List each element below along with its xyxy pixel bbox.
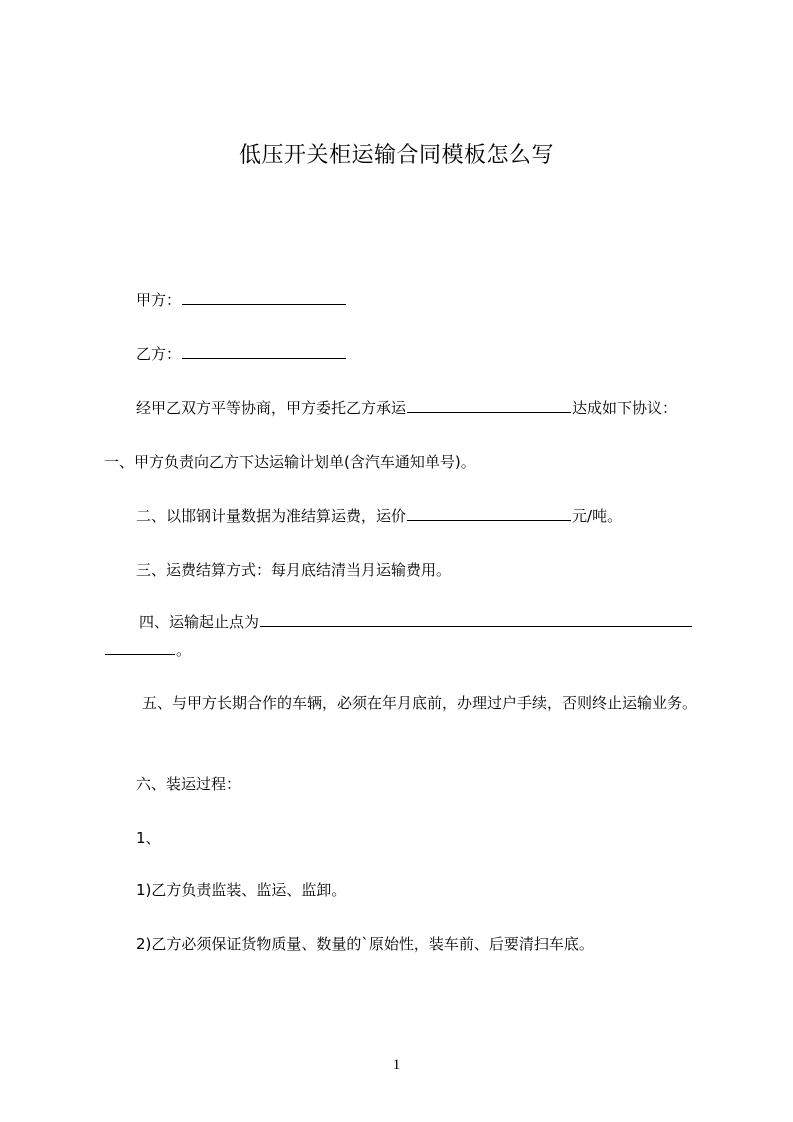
preamble-text-before: 经甲乙双方平等协商，甲方委托乙方承运 [136,399,407,417]
clause-2-text-before: 二、以邯钢计量数据为准结算运费，运价 [136,507,407,525]
clause-3: 三、运费结算方式：每月底结清当月运输费用。 [136,561,452,579]
party-b-blank[interactable] [182,342,346,359]
clause-6: 六、装运过程： [136,775,242,793]
item-1: 1、 [136,829,161,847]
party-b-label: 乙方： [136,345,182,363]
route-blank[interactable] [260,610,692,627]
clause-4-text-before: 四、运输起止点为 [139,613,260,631]
page-number: 1 [392,1057,401,1073]
clause-1: 一、甲方负责向乙方下达运输计划单(含汽车通知单号)。 [104,453,476,471]
route-blank-continued[interactable] [105,638,175,655]
sub-item-1: 1)乙方负责监装、监运、监卸。 [136,881,347,899]
sub-item-2: 2)乙方必须保证货物质量、数量的`原始性，装车前、后要清扫车底。 [136,935,594,953]
preamble [136,394,736,422]
cargo-blank[interactable] [407,396,571,413]
freight-rate-blank[interactable] [407,504,571,521]
clause-5: 五、与甲方长期合作的车辆，必须在年月底前，办理过户手续，否则终止运输业务。 [142,694,698,712]
party-a-blank[interactable] [182,288,346,305]
clause-4-line-1 [139,608,739,636]
party-a-label: 甲方： [136,291,182,309]
party-b-line [136,340,736,368]
preamble-text-after: 达成如下协议： [572,399,678,417]
clause-2 [136,502,736,530]
clause-2-text-after: 元/吨。 [572,507,623,525]
clause-4-line-2 [104,636,704,664]
clause-4-text-after: 。 [176,641,192,659]
party-a-line [136,286,736,314]
document-title: 低压开关柜运输合同模板怎么写 [238,143,554,168]
